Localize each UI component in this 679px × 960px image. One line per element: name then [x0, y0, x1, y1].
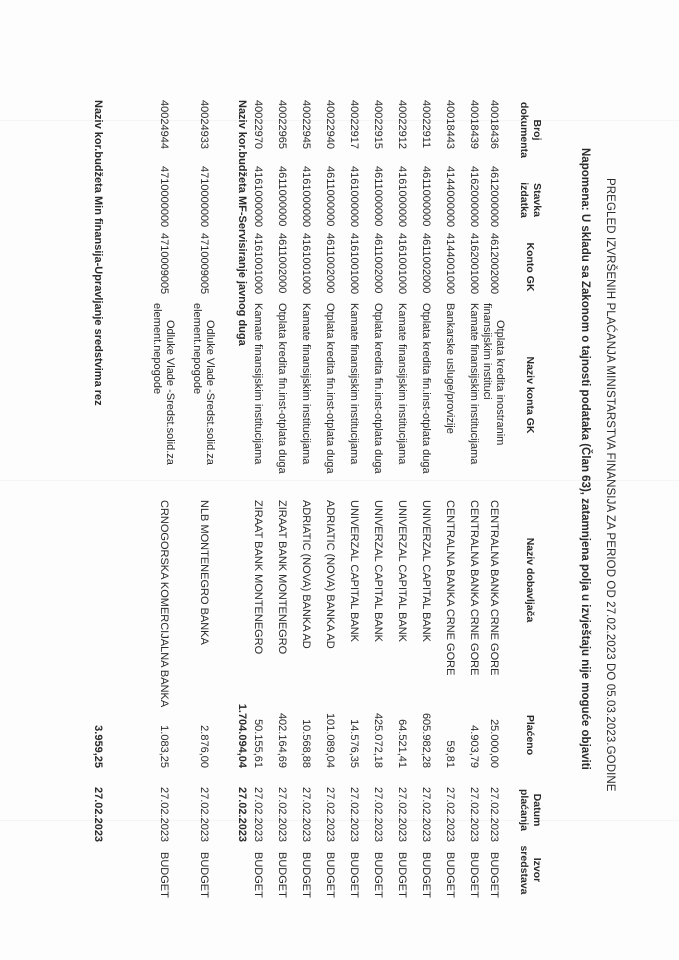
funding-source-cell: BUDGET [324, 852, 336, 898]
payment-date-cell: 27.02.2023 [158, 787, 170, 843]
section2-total: 3.959,25 [92, 725, 104, 768]
doc-number-cell: 40022917 [348, 100, 360, 149]
funding-source-cell: BUDGET [444, 852, 456, 898]
expense-item-cell: 4612000000 [488, 166, 500, 228]
header-konto-gk: Konto GK [524, 242, 536, 292]
section1-summary-label: Naziv kor.budžeta MF-Servisiranje javnog duga [236, 100, 248, 346]
account-name-cell: Otplata kredita fin.inst-otplata duga [420, 303, 432, 474]
funding-source-cell: BUDGET [396, 852, 408, 898]
amount-cell: 14.576,35 [348, 719, 360, 768]
header-naziv-konta-gk: Naziv konta GK [524, 356, 536, 434]
account-name-cell: Otplata kredita fin.inst-otplata duga [276, 303, 288, 474]
account-name-cell: Odluke Vlade -Sredst.solid.za [204, 320, 216, 465]
doc-number-cell: 40024933 [198, 100, 210, 149]
account-name-cell: Kamate finansijskim institucijama [396, 303, 408, 465]
header-naziv-dobavljaca: Naziv dobavljača [524, 537, 536, 623]
doc-number-cell: 40018439 [468, 100, 480, 149]
account-name-cell-line2: finansijskim instituci [481, 303, 493, 400]
supplier-cell: ZIRAAT BANK MONTENEGRO [276, 500, 288, 655]
payment-date-cell: 27.02.2023 [276, 787, 288, 843]
supplier-cell: UNIVERZAL CAPITAL BANK [420, 500, 432, 643]
doc-number-cell: 40022940 [324, 100, 336, 149]
payment-date-cell: 27.02.2023 [324, 787, 336, 843]
doc-number-cell: 40022965 [276, 100, 288, 149]
expense-item-cell: 4611000000 [372, 166, 384, 227]
gl-account-cell: 4710009005 [158, 233, 170, 295]
gl-account-cell: 4611002000 [324, 233, 336, 294]
gl-account-cell: 4144001000 [444, 233, 456, 295]
amount-cell: 25.000,00 [488, 719, 500, 768]
doc-number-cell: 40018443 [444, 100, 456, 149]
supplier-cell: NLB MONTENEGRO BANKA [198, 500, 210, 645]
expense-item-cell: 4161000000 [396, 166, 408, 228]
header-datum-placanja: Datum plaćanja [518, 788, 543, 832]
section1-total-date: 27.02.2023 [236, 787, 248, 843]
amount-cell: 1.083,25 [158, 725, 170, 768]
supplier-cell: UNIVERZAL CAPITAL BANK [372, 500, 384, 643]
gl-account-cell: 4611002000 [420, 233, 432, 294]
expense-item-cell: 4144000000 [444, 166, 456, 228]
expense-item-cell: 4710000000 [158, 166, 170, 228]
gl-account-cell: 4611002000 [372, 233, 384, 294]
gl-account-cell: 4611002000 [276, 233, 288, 294]
doc-number-cell: 40022945 [300, 100, 312, 149]
section2-summary-label: Naziv kor.budžeta Min finansija-Upravljanje sredstvima rez [92, 100, 104, 406]
payment-date-cell: 27.02.2023 [444, 787, 456, 843]
gl-account-cell: 4162001000 [468, 233, 480, 295]
doc-number-cell: 40018436 [488, 100, 500, 149]
payment-date-cell: 27.02.2023 [488, 787, 500, 843]
account-name-cell-line2: element.nepogode [151, 303, 163, 395]
payment-date-cell: 27.02.2023 [198, 787, 210, 843]
section2-total-date: 27.02.2023 [92, 787, 104, 843]
amount-cell: 64.521,41 [396, 719, 408, 768]
gl-account-cell: 4161001000 [396, 233, 408, 295]
doc-number-cell: 40022911 [420, 100, 432, 149]
supplier-cell: CENTRALNA BANKA CRNE GORE [488, 500, 500, 676]
gl-account-cell: 4710009005 [198, 233, 210, 295]
funding-source-cell: BUDGET [158, 852, 170, 898]
account-name-cell: Otplata kredita fin.inst-otplata duga [324, 303, 336, 474]
funding-source-cell: BUDGET [276, 852, 288, 898]
supplier-cell: CENTRALNA BANKA CRNE GORE [468, 500, 480, 676]
supplier-cell: ZIRAAT BANK MONTENEGRO [252, 500, 264, 655]
amount-cell: 101.089,04 [324, 712, 336, 768]
account-name-cell: Kamate finansijskim institucijama [468, 303, 480, 465]
expense-item-cell: 4161000000 [348, 166, 360, 228]
payment-date-cell: 27.02.2023 [300, 787, 312, 843]
confidentiality-note: Napomena: U skladu sa Zakonom o tajnosti podataka (Član 63), zatamnjena polja u izvještaju nije moguće objaviti [579, 148, 591, 770]
header-stavka-izdatka: Stavka izdatka [518, 182, 543, 218]
funding-source-cell: BUDGET [372, 852, 384, 898]
funding-source-cell: BUDGET [252, 852, 264, 898]
header-izvor-sredstava: Izvor sredstava [518, 845, 543, 895]
doc-number-cell: 40022912 [396, 100, 408, 149]
account-name-cell: Otplata kredita inostranim [494, 320, 506, 446]
payment-date-cell: 27.02.2023 [372, 787, 384, 843]
header-broj-dokumenta: Broj dokumenta [518, 101, 543, 158]
account-name-cell: Odluke Vlade -Sredst.solid.za [164, 320, 176, 465]
doc-number-cell: 40022970 [252, 100, 264, 149]
amount-cell: 2.876,00 [198, 725, 210, 768]
payment-date-cell: 27.02.2023 [348, 787, 360, 843]
gl-account-cell: 4161001000 [300, 233, 312, 295]
supplier-cell: CRNOGORSKA KOMERCIJALNA BANKA [158, 500, 170, 708]
payment-date-cell: 27.02.2023 [252, 787, 264, 843]
account-name-cell: Kamate finansijskim institucijama [348, 303, 360, 465]
funding-source-cell: BUDGET [468, 852, 480, 898]
account-name-cell: Kamate finansijskim institucijama [300, 303, 312, 465]
account-name-cell: Bankarske usluge/provizije [444, 303, 456, 434]
supplier-cell: ADRIATIC (NOVA) BANKA AD [300, 500, 312, 649]
gl-account-cell: 4161001000 [252, 233, 264, 295]
supplier-cell: CENTRALNA BANKA CRNE GORE [444, 500, 456, 676]
section1-total: 1.704.094,04 [236, 703, 248, 768]
payment-date-cell: 27.02.2023 [396, 787, 408, 843]
amount-cell: 10.568,88 [300, 719, 312, 768]
funding-source-cell: BUDGET [198, 852, 210, 898]
account-name-cell: Otplata kredita fin.inst-otplata duga [372, 303, 384, 474]
expense-item-cell: 4611000000 [276, 166, 288, 227]
report-title: PREGLED IZVRŠENIH PLAĆANJA MINISTARSTVA FINANSIJA ZA PERIOD OD 27.02.2023 DO 05.03.2023.GODINE [604, 178, 616, 792]
amount-cell: 50.155,61 [252, 719, 264, 768]
account-name-cell: Kamate finansijskim institucijama [252, 303, 264, 465]
amount-cell: 4.903,79 [468, 725, 480, 768]
supplier-cell: UNIVERZAL CAPITAL BANK [348, 500, 360, 643]
supplier-cell: ADRIATIC (NOVA) BANKA AD [324, 500, 336, 649]
expense-item-cell: 4162000000 [468, 166, 480, 228]
header-placeno: Plaćeno [524, 714, 536, 756]
scan-artifact [0, 480, 679, 481]
supplier-cell: UNIVERZAL CAPITAL BANK [396, 500, 408, 643]
doc-number-cell: 40024944 [158, 100, 170, 149]
account-name-cell-line2: element.nepogode [191, 303, 203, 395]
expense-item-cell: 4611000000 [420, 166, 432, 227]
funding-source-cell: BUDGET [300, 852, 312, 898]
expense-item-cell: 4161000000 [252, 166, 264, 228]
gl-account-cell: 4612002000 [488, 233, 500, 295]
funding-source-cell: BUDGET [420, 852, 432, 898]
amount-cell: 59,81 [444, 740, 456, 768]
payment-date-cell: 27.02.2023 [420, 787, 432, 843]
funding-source-cell: BUDGET [488, 852, 500, 898]
gl-account-cell: 4161001000 [348, 233, 360, 295]
expense-item-cell: 4710000000 [198, 166, 210, 228]
amount-cell: 605.982,28 [420, 712, 432, 768]
doc-number-cell: 40022915 [372, 100, 384, 149]
expense-item-cell: 4611000000 [324, 166, 336, 227]
expense-item-cell: 4161000000 [300, 166, 312, 228]
amount-cell: 425.072,18 [372, 712, 384, 768]
payment-date-cell: 27.02.2023 [468, 787, 480, 843]
amount-cell: 402.164,69 [276, 712, 288, 768]
funding-source-cell: BUDGET [348, 852, 360, 898]
